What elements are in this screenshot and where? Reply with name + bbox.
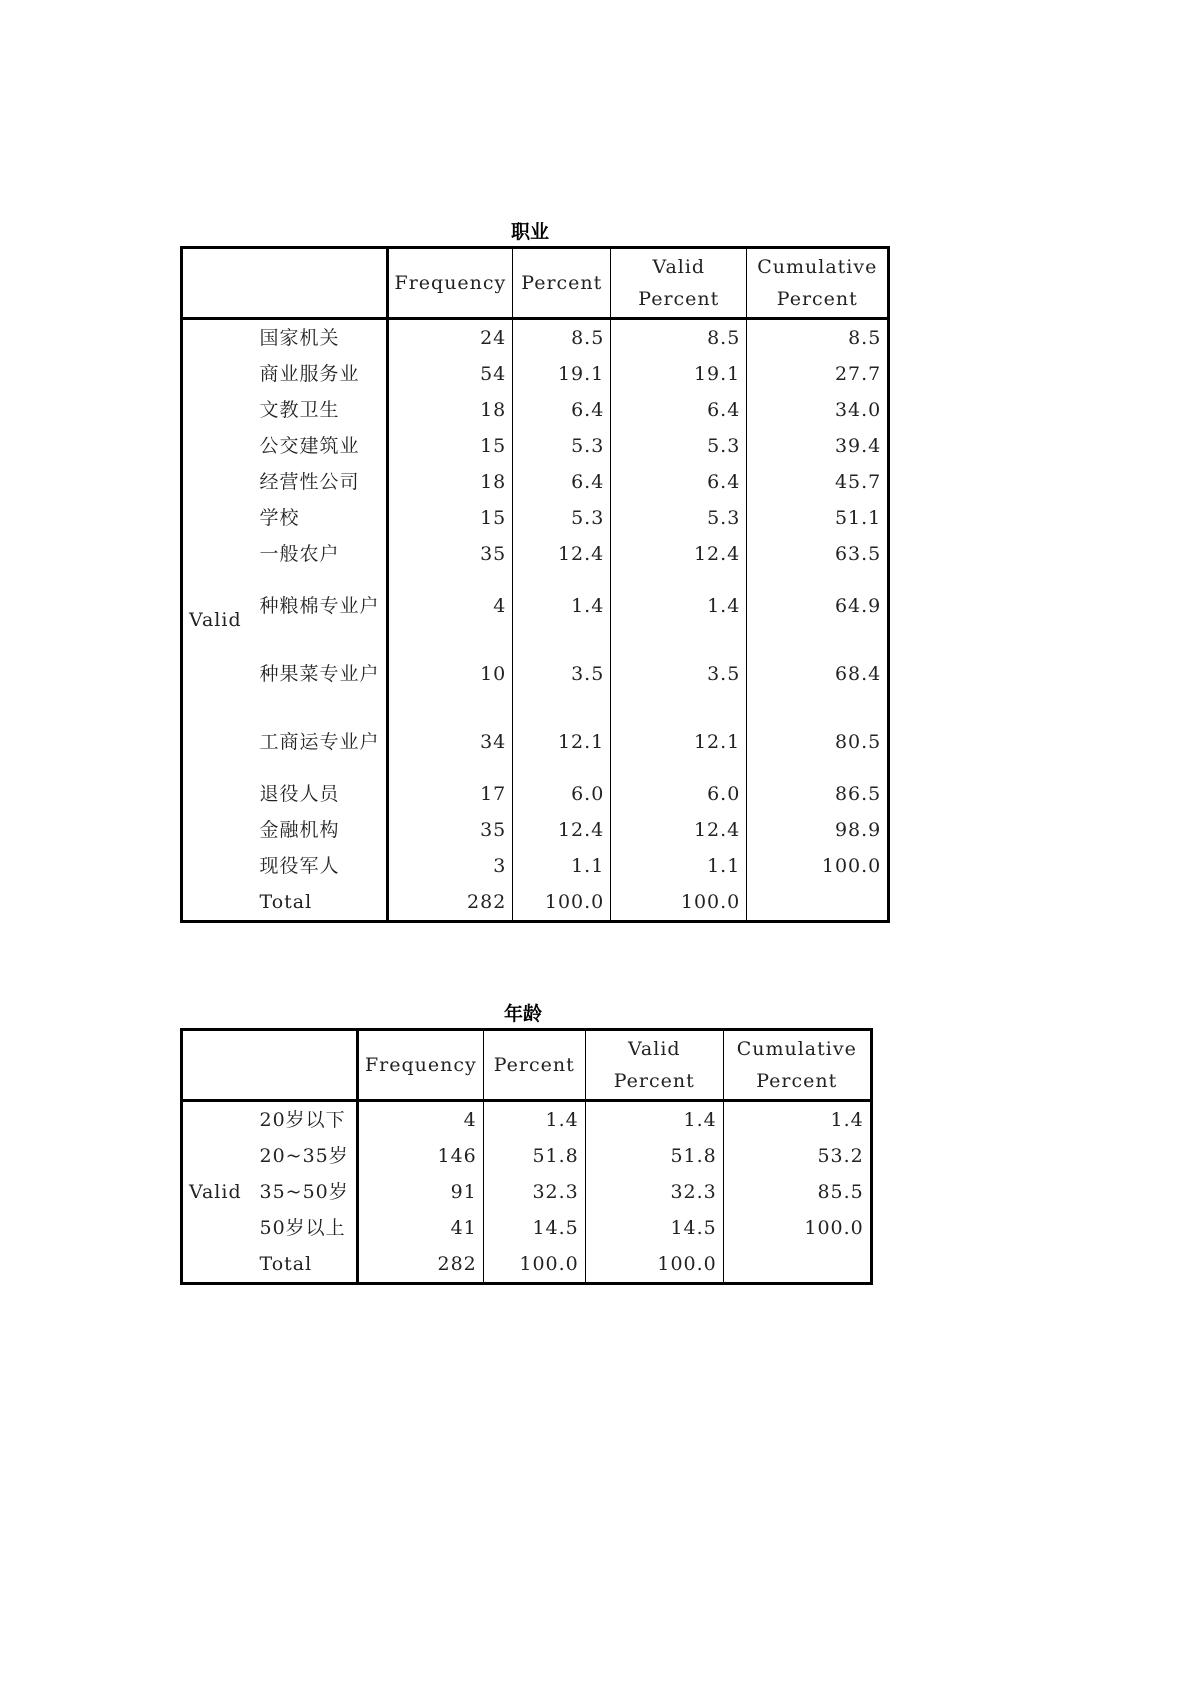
cell-valid-percent: 6.0 <box>611 776 747 812</box>
row-label: 一般农户 <box>259 543 340 565</box>
cell-valid-percent: 14.5 <box>585 1210 723 1246</box>
cell-frequency: 3 <box>387 848 513 884</box>
cell-valid-percent: 19.1 <box>611 356 747 392</box>
cell-cumulative-percent: 86.5 <box>747 776 889 812</box>
row-label: 50岁以上 <box>259 1217 346 1239</box>
cell-frequency: 282 <box>387 884 513 922</box>
cell-frequency: 91 <box>358 1174 484 1210</box>
cell-frequency: 10 <box>387 640 513 708</box>
cell-frequency: 41 <box>358 1210 484 1246</box>
cell-cumulative-percent: 1.4 <box>723 1101 871 1139</box>
cell-valid-percent: 1.4 <box>611 572 747 640</box>
cell-cumulative-percent: 68.4 <box>747 640 889 708</box>
row-label: 学校 <box>259 507 300 529</box>
table-row <box>182 356 889 392</box>
cell-cumulative-percent: 63.5 <box>747 536 889 572</box>
cell-valid-percent: 6.4 <box>611 392 747 428</box>
header-blank <box>182 248 388 319</box>
table-row <box>182 572 889 640</box>
header-percent: Percent <box>513 248 611 319</box>
cell-frequency: 54 <box>387 356 513 392</box>
cell-valid-percent: 12.4 <box>611 536 747 572</box>
age-table-block <box>180 1000 873 1285</box>
cell-valid-percent: 100.0 <box>611 884 747 922</box>
table-row <box>182 500 889 536</box>
row-label: 经营性公司 <box>259 471 360 493</box>
row-label: 现役军人 <box>259 855 340 877</box>
row-label: 公交建筑业 <box>259 435 360 457</box>
cell-frequency: 35 <box>387 536 513 572</box>
table-row <box>182 1174 872 1210</box>
cell-percent: 5.3 <box>513 500 611 536</box>
cell-valid-percent: 12.4 <box>611 812 747 848</box>
cell-valid-percent: 1.4 <box>585 1101 723 1139</box>
cell-cumulative-percent: 100.0 <box>747 848 889 884</box>
cell-cumulative-percent: 39.4 <box>747 428 889 464</box>
cell-cumulative-percent: 34.0 <box>747 392 889 428</box>
cell-frequency: 24 <box>387 319 513 357</box>
cell-cumulative-percent: 8.5 <box>747 319 889 357</box>
cell-frequency: 18 <box>387 464 513 500</box>
cell-cumulative-percent: 98.9 <box>747 812 889 848</box>
occupation-table-body <box>182 319 889 922</box>
cell-frequency: 15 <box>387 500 513 536</box>
cell-percent: 51.8 <box>483 1138 585 1174</box>
cell-cumulative-percent: 45.7 <box>747 464 889 500</box>
cell-percent: 100.0 <box>483 1246 585 1284</box>
row-label: 35~50岁 <box>259 1181 349 1203</box>
cell-cumulative-percent: 100.0 <box>723 1210 871 1246</box>
header-row <box>182 248 889 319</box>
row-label: 退役人员 <box>259 783 340 805</box>
cell-frequency: 282 <box>358 1246 484 1284</box>
row-label: 20岁以下 <box>259 1109 346 1131</box>
cell-frequency: 17 <box>387 776 513 812</box>
age-table-title: 年龄 <box>503 1003 542 1025</box>
cell-frequency: 4 <box>358 1101 484 1139</box>
cell-percent: 32.3 <box>483 1174 585 1210</box>
header-frequency: Frequency <box>387 248 513 319</box>
row-label: Total <box>259 1253 313 1275</box>
table-row <box>182 1210 872 1246</box>
table-row <box>182 392 889 428</box>
table-row <box>182 812 889 848</box>
cell-percent: 12.4 <box>513 812 611 848</box>
cell-percent: 1.4 <box>513 572 611 640</box>
row-label: 种粮棉专业户 <box>259 595 380 617</box>
occupation-table-title: 职业 <box>510 221 549 243</box>
cell-cumulative-percent <box>723 1246 871 1284</box>
cell-frequency: 4 <box>387 572 513 640</box>
header-frequency: Frequency <box>358 1030 484 1101</box>
cell-cumulative-percent: 51.1 <box>747 500 889 536</box>
header-row <box>182 1030 872 1101</box>
cell-valid-percent: 8.5 <box>611 319 747 357</box>
cell-frequency: 18 <box>387 392 513 428</box>
table-row <box>182 848 889 884</box>
cell-valid-percent: 12.1 <box>611 708 747 776</box>
cell-frequency: 15 <box>387 428 513 464</box>
row-label: 种果菜专业户 <box>259 663 380 685</box>
header-valid-percent: Valid Percent <box>611 248 747 319</box>
header-cumulative-percent: Cumulative Percent <box>723 1030 871 1101</box>
cell-valid-percent: 5.3 <box>611 428 747 464</box>
table-row <box>182 464 889 500</box>
cell-cumulative-percent: 80.5 <box>747 708 889 776</box>
cell-percent: 6.4 <box>513 464 611 500</box>
row-label: 国家机关 <box>259 327 340 349</box>
total-row <box>182 1246 872 1284</box>
cell-valid-percent: 6.4 <box>611 464 747 500</box>
header-valid-percent: Valid Percent <box>585 1030 723 1101</box>
cell-cumulative-percent: 64.9 <box>747 572 889 640</box>
row-label: 商业服务业 <box>259 363 360 385</box>
age-table <box>180 1028 873 1285</box>
cell-valid-percent: 100.0 <box>585 1246 723 1284</box>
cell-percent: 100.0 <box>513 884 611 922</box>
cell-frequency: 34 <box>387 708 513 776</box>
row-label: 20~35岁 <box>259 1145 349 1167</box>
cell-cumulative-percent: 27.7 <box>747 356 889 392</box>
cell-valid-percent: 51.8 <box>585 1138 723 1174</box>
valid-group-label: Valid <box>189 1181 242 1203</box>
cell-valid-percent: 32.3 <box>585 1174 723 1210</box>
table-row <box>182 319 889 357</box>
header-blank <box>182 1030 358 1101</box>
cell-valid-percent: 3.5 <box>611 640 747 708</box>
age-table-body <box>182 1101 872 1284</box>
header-cumulative-percent: Cumulative Percent <box>747 248 889 319</box>
row-label: Total <box>259 891 313 913</box>
row-label: 金融机构 <box>259 819 340 841</box>
table-row <box>182 640 889 708</box>
cell-percent: 6.0 <box>513 776 611 812</box>
cell-cumulative-percent: 85.5 <box>723 1174 871 1210</box>
table-row <box>182 1101 872 1139</box>
valid-group-label: Valid <box>189 609 242 631</box>
cell-valid-percent: 5.3 <box>611 500 747 536</box>
cell-frequency: 35 <box>387 812 513 848</box>
cell-percent: 6.4 <box>513 392 611 428</box>
table-row <box>182 776 889 812</box>
cell-percent: 8.5 <box>513 319 611 357</box>
row-label: 文教卫生 <box>259 399 340 421</box>
occupation-table-block <box>180 218 890 923</box>
cell-percent: 14.5 <box>483 1210 585 1246</box>
cell-frequency: 146 <box>358 1138 484 1174</box>
table-row <box>182 428 889 464</box>
row-label: 工商运专业户 <box>259 731 380 753</box>
cell-valid-percent: 1.1 <box>611 848 747 884</box>
table-row <box>182 1138 872 1174</box>
cell-percent: 12.4 <box>513 536 611 572</box>
cell-percent: 5.3 <box>513 428 611 464</box>
cell-percent: 19.1 <box>513 356 611 392</box>
cell-percent: 3.5 <box>513 640 611 708</box>
table-row <box>182 708 889 776</box>
cell-percent: 12.1 <box>513 708 611 776</box>
cell-cumulative-percent: 53.2 <box>723 1138 871 1174</box>
table-row <box>182 536 889 572</box>
cell-percent: 1.1 <box>513 848 611 884</box>
cell-percent: 1.4 <box>483 1101 585 1139</box>
cell-cumulative-percent <box>747 884 889 922</box>
header-percent: Percent <box>483 1030 585 1101</box>
occupation-table <box>180 246 890 923</box>
total-row <box>182 884 889 922</box>
